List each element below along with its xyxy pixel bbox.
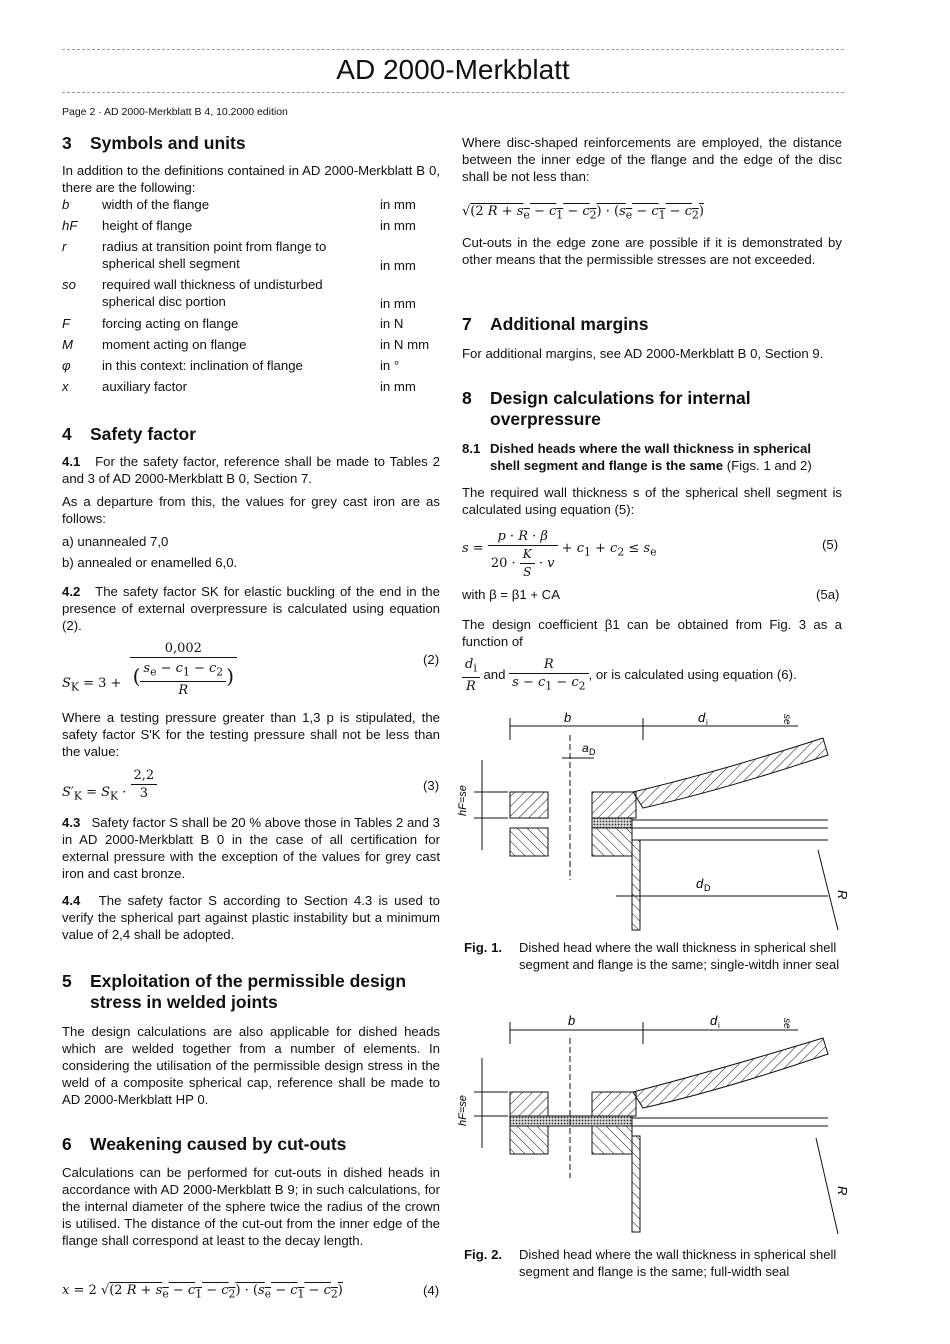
label-b: b — [568, 1013, 576, 1028]
symbol-unit: in N — [380, 316, 404, 331]
symbol-description: in this context: inclination of flange — [102, 358, 303, 373]
figure-1-drawing — [458, 700, 848, 935]
svg-text:i: i — [718, 1021, 720, 1030]
fig1-caption: Dished head where the wall thickness in spherical shell segment and flange is the same; single-witdh inner seal — [519, 940, 840, 972]
para-4-1b: As a departure from this, the values for grey cast iron are as follows: — [62, 494, 440, 526]
para-4-4: 4.4 The safety factor S according to Section 4.3 is used to verify the spherical part against plastic instability but a minimum value of 2,4 shall be adopted. — [62, 893, 440, 942]
fig2-caption: Dished head where the wall thickness in spherical shell segment and flange is the same; full-width seal — [519, 1247, 837, 1279]
symbol-description: height of flange — [102, 218, 193, 233]
para-4-2: 4.2 The safety factor SK for elastic buckling of the end in the presence of external overpressure is calculated using equation (2). — [62, 584, 440, 633]
para-4-2b: Where a testing pressure greater than 1,3 p is stipulated, the safety factor S'K for the testing pressure shall not be less than the value: — [62, 710, 440, 759]
item-b: b) annealed or enamelled 6,0. — [62, 555, 238, 570]
svg-text:se: se — [781, 1018, 792, 1029]
eq-number-5: (5) — [822, 537, 839, 552]
label-b: b — [564, 710, 572, 725]
svg-text:i: i — [706, 718, 708, 727]
symbol: φ — [62, 358, 71, 373]
section-heading: 7 Additional margins — [462, 314, 649, 334]
symbol-description: radius at transition point from flange to spherical shell segment — [102, 239, 327, 271]
figure-2-drawing — [458, 1008, 848, 1240]
section-6-text: Calculations can be performed for cut-outs in dished heads in accordance with AD 2000-Merkblatt B 9; in such calculations, for the internal diameter of the sphere twice the radius of the crown is utilised. The distance of the cut-out from the inner edge of the flange shall correspond at least to the decay length. — [62, 1165, 440, 1248]
eq-number-3: (3) — [423, 778, 440, 793]
section-heading: 5 Exploitation of the permissible design stress in welded joints — [62, 971, 407, 1012]
symbol-description: width of the flange — [102, 197, 210, 212]
symbol: so — [62, 277, 76, 292]
cutouts-para: Cut-outs in the edge zone are possible if it is demonstrated by other means that the permissible stresses are not exceeded. — [462, 235, 842, 267]
disc-para: Where disc-shaped reinforcements are employed, the distance between the inner edge of the flange and the edge of the disc shall be not less than: — [462, 135, 842, 184]
page-info: Page 2 · AD 2000-Merkblatt B 4, 10.2000 edition — [62, 106, 288, 118]
symbol: r — [62, 239, 67, 254]
symbol: b — [62, 197, 70, 212]
section-3-intro: In addition to the definitions contained in AD 2000-Merkblatt B 0, there are the following: — [62, 163, 440, 195]
symbol-unit: in mm — [380, 197, 416, 212]
section-5 — [62, 971, 440, 1108]
equation-ratios: $\frac{d_i}{R}$ and $\frac{R}{s - c_1 - c_2}$ , or is calculated using equation (6). — [462, 656, 797, 695]
section-heading: 4 Safety factor — [62, 424, 197, 444]
symbol-description: forcing acting on flange — [102, 316, 239, 331]
symbol: M — [62, 337, 73, 352]
symbol-unit: in N mm — [380, 337, 430, 352]
section-4 — [62, 424, 440, 634]
symbol-unit: in mm — [380, 296, 416, 311]
section-7 — [462, 314, 842, 362]
eq-number-4: (4) — [423, 1283, 440, 1298]
symbol-description: required wall thickness of undisturbed spherical disc portion — [102, 277, 323, 309]
equation-4: x = 2 √(2 $R + s_e - c_1 - c_2) \cdot (s_e - c_1 - c_2)$ — [62, 1283, 343, 1301]
section-8 — [462, 388, 842, 518]
eq-number-5a: (5a) — [816, 587, 840, 602]
equation-2: $S_K = 3$ + 0,002 ( $\frac{s_e - c_1 - c_2}{R}$ ) — [62, 640, 237, 699]
svg-text:D: D — [704, 883, 711, 893]
section-heading: 3 Symbols and units — [62, 133, 246, 153]
para-4-1: 4.1 For the safety factor, reference shall be made to Tables 2 and 3 of AD 2000-Merkblatt B 0, Section 7. — [62, 454, 440, 486]
eq-number-2: (2) — [423, 652, 440, 667]
item-a: a) unannealed 7,0 — [62, 534, 169, 549]
label-dD: d — [696, 876, 704, 891]
fig2-label: Fig. 2. — [464, 1247, 503, 1262]
symbol-description: auxiliary factor — [102, 379, 188, 394]
section-7-text: For additional margins, see AD 2000-Merkblatt B 0, Section 9. — [462, 346, 824, 361]
section-heading: 6 Weakening caused by cut-outs — [62, 1134, 347, 1154]
svg-text:D: D — [589, 747, 596, 757]
section-5-text: The design calculations are also applicable for dished heads which are welded together from a number of elements. In considering the utilisation of the permissible design stress in the weld of a composite spherical cap, reference shall be made to AD 2000-Merkblatt HP 0. — [62, 1024, 440, 1107]
section-6 — [62, 1134, 440, 1249]
document-title: AD 2000-Merkblatt — [336, 54, 570, 85]
fig1-label: Fig. 1. — [464, 940, 503, 955]
symbol-unit: in mm — [380, 258, 416, 273]
symbol: F — [62, 316, 71, 331]
symbol-description: moment acting on flange — [102, 337, 247, 352]
equation-5: s = p · R · β 20 · $\frac{K}{S}$ · v + $c_1 + c_2 \le s_e$ — [462, 529, 657, 579]
label-R: R — [835, 890, 850, 900]
label-di: d — [710, 1013, 718, 1028]
label-aD: a — [582, 741, 589, 755]
para-8-1: The required wall thickness s of the spherical shell segment is calculated using equation (5): — [462, 485, 842, 517]
label-di: d — [698, 710, 706, 725]
symbol-unit: in ° — [380, 358, 400, 373]
para-4-3: 4.3 Safety factor S shall be 20 % above those in Tables 2 and 3 in AD 2000-Merkblatt B 0 in the case of all certification for external pressure with the exception of the values for grey cast iron and cast bronze. — [62, 815, 440, 881]
section-heading: 8 Design calculations for internal overpressure — [462, 388, 751, 429]
symbol: hF — [62, 218, 78, 233]
symbols-list — [62, 196, 440, 396]
section-3 — [62, 133, 440, 196]
para-8-1b: The design coefficient β1 can be obtained from Fig. 3 as a function of — [462, 617, 842, 649]
equation-5a: with β = β1 + CA — [462, 587, 560, 602]
equation-disc: √(2 $R + s_e - c_1 - c_2) \cdot (s_e - c_1 - c_2)$ — [462, 204, 704, 222]
symbol-unit: in mm — [380, 379, 416, 394]
label-R: R — [835, 1186, 850, 1196]
label-hF: hF=se — [457, 1095, 469, 1126]
equation-3: $S'_K = S_K$ · $\frac{2,2}{3}$ — [62, 767, 157, 802]
para-4-3-4-4 — [62, 814, 440, 943]
symbol: x — [62, 379, 69, 394]
label-hF: hF=se — [457, 785, 469, 816]
svg-text:se: se — [781, 714, 792, 725]
subsection-8-1: 8.1 Dished heads where the wall thickness in spherical shell segment and flange is the same (Figs. 1 and 2) — [462, 441, 812, 473]
symbol-unit: in mm — [380, 218, 416, 233]
